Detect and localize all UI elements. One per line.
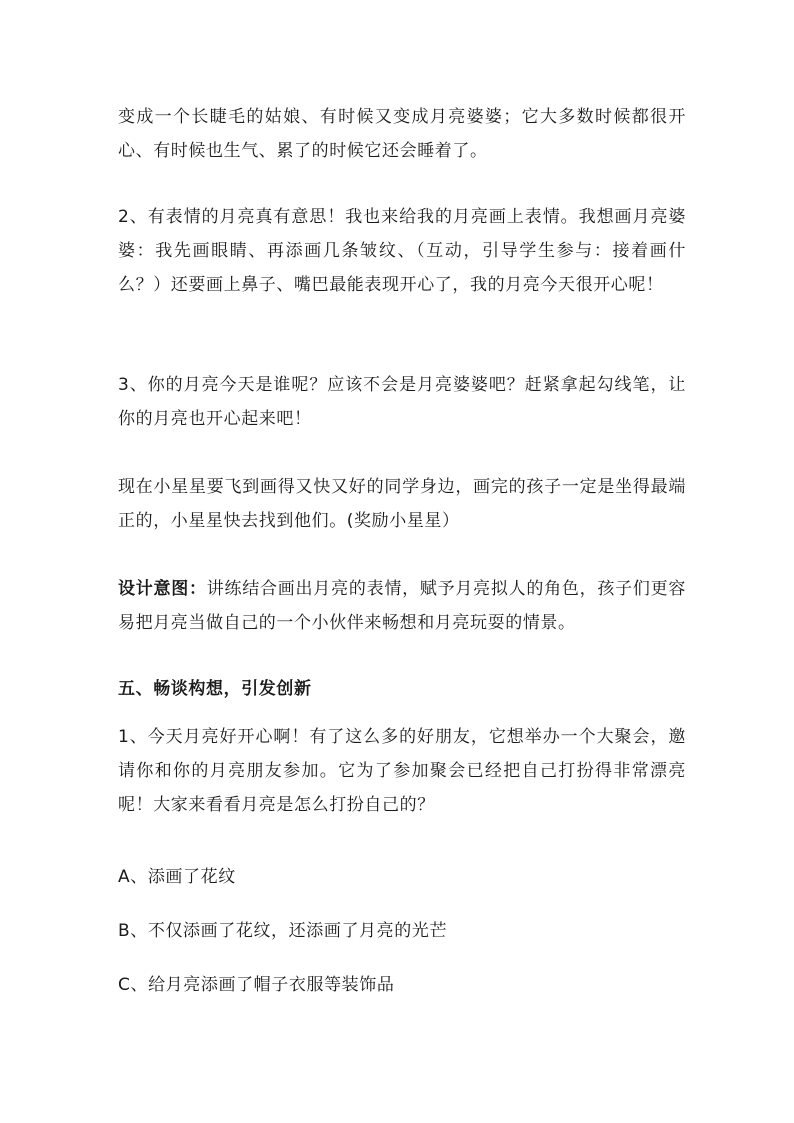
paragraph-step-3: 3、你的月亮今天是谁呢？应该不会是月亮婆婆吧？赶紧拿起勾线笔，让你的月亮也开心起来吧！ [118,375,686,429]
paragraph-step-1-party: 1、今天月亮好开心啊！有了这么多的好朋友，它想举办一个大聚会，邀请你和你的月亮朋友参加。它为了参加聚会已经把自己打扮得非常漂亮呢！大家来看看月亮是怎么打扮自己的？ [118,727,686,815]
paragraph-moon-personality: 变成一个长睫毛的姑娘、有时候又变成月亮婆婆；它大多数时候都很开心、有时候也生气、累了的时候它还会睡着了。 [118,107,686,161]
design-intent-label: 设计意图： [118,579,207,599]
option-a: A、添画了花纹 [118,867,236,887]
paragraph-reward-stars: 现在小星星要飞到画得又快又好的同学身边，画完的孩子一定是坐得最端正的，小星星快去找到他们。(奖励小星星） [118,477,686,531]
design-intent-text: 讲练结合画出月亮的表情，赋予月亮拟人的角色，孩子们更容易把月亮当做自己的一个小伙伴来畅想和月亮玩耍的情景。 [118,579,687,633]
paragraph-design-intent [118,572,686,640]
paragraph-step-2: 2、有表情的月亮真有意思！我也来给我的月亮画上表情。我想画月亮婆婆：我先画眼睛、再添画几条皱纹、（互动，引导学生参与：接着画什么？）还要画上鼻子、嘴巴最能表现开心了，我的月亮今天很开心呢！ [118,207,686,295]
option-c: C、给月亮添画了帽子衣服等装饰品 [118,975,395,995]
option-b: B、不仅添画了花纹，还添画了月亮的光芒 [118,921,448,941]
section-heading-five: 五、畅谈构想，引发创新 [118,679,312,699]
